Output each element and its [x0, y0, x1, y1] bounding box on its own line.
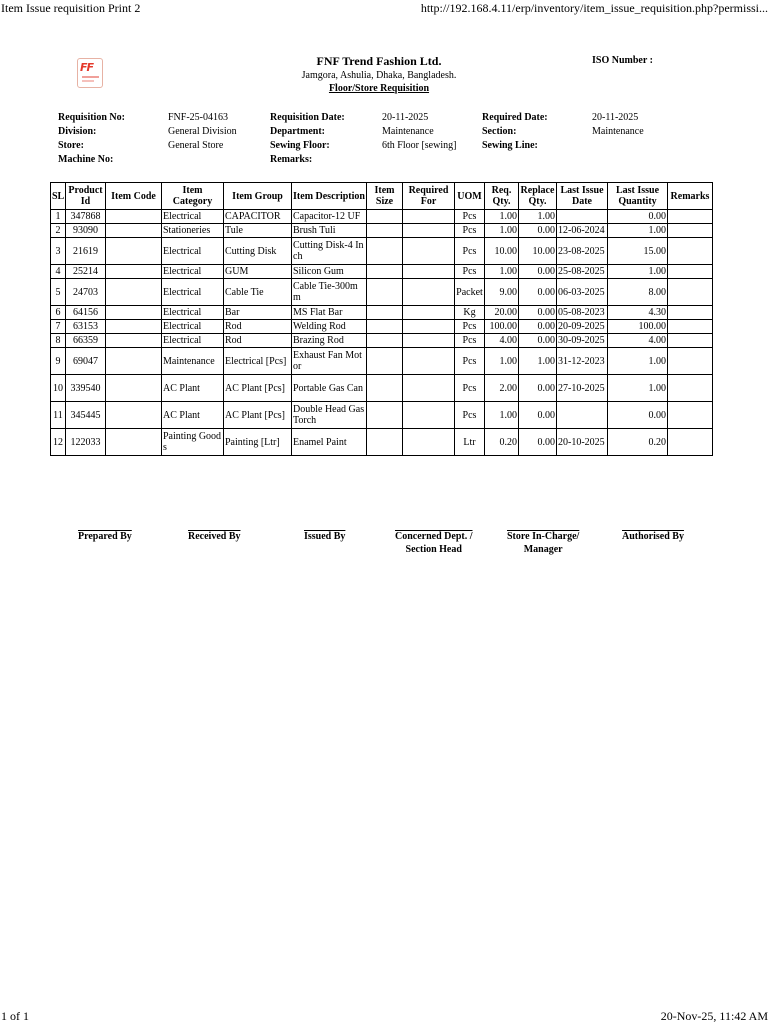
cell-remarks: [668, 402, 713, 429]
col-header: Required For: [403, 183, 455, 210]
cell-size: [367, 210, 403, 224]
sewing-line-label: Sewing Line:: [482, 140, 538, 151]
cell-req-qty: 1.00: [485, 210, 519, 224]
table-body: [51, 210, 713, 456]
cell-uom: Pcs: [455, 210, 485, 224]
table-row: [51, 210, 713, 224]
remarks-label: Remarks:: [270, 154, 313, 165]
cell-last-issue-date: 27-10-2025: [557, 375, 608, 402]
cell-size: [367, 348, 403, 375]
cell-sl: 8: [51, 334, 66, 348]
cell-group: AC Plant [Pcs]: [224, 402, 292, 429]
cell-remarks: [668, 265, 713, 279]
cell-product-id: 339540: [66, 375, 106, 402]
meta-row: [58, 140, 758, 154]
cell-sl: 10: [51, 375, 66, 402]
cell-description: Double Head Gas Torch: [292, 402, 367, 429]
cell-item-code: [106, 334, 162, 348]
store-in-charge-signature: Store In-Charge/ Manager: [507, 531, 580, 555]
cell-remarks: [668, 210, 713, 224]
cell-last-issue-date: 20-09-2025: [557, 320, 608, 334]
cell-replace-qty: 1.00: [519, 348, 557, 375]
meta-row: [58, 126, 758, 140]
cell-item-code: [106, 375, 162, 402]
cell-category: Electrical: [162, 306, 224, 320]
cell-required-for: [403, 238, 455, 265]
cell-description: Enamel Paint: [292, 429, 367, 456]
cell-description: Silicon Gum: [292, 265, 367, 279]
cell-req-qty: 10.00: [485, 238, 519, 265]
cell-required-for: [403, 429, 455, 456]
cell-sl: 1: [51, 210, 66, 224]
cell-required-for: [403, 224, 455, 238]
cell-category: Electrical: [162, 320, 224, 334]
cell-product-id: 24703: [66, 279, 106, 306]
cell-replace-qty: 0.00: [519, 306, 557, 320]
cell-required-for: [403, 306, 455, 320]
cell-uom: Ltr: [455, 429, 485, 456]
cell-size: [367, 429, 403, 456]
cell-product-id: 93090: [66, 224, 106, 238]
cell-category: Electrical: [162, 279, 224, 306]
cell-description: Exhaust Fan Motor: [292, 348, 367, 375]
cell-replace-qty: 10.00: [519, 238, 557, 265]
cell-req-qty: 4.00: [485, 334, 519, 348]
cell-description: Brush Tuli: [292, 224, 367, 238]
requisition-date-label: Requisition Date:: [270, 112, 345, 123]
cell-remarks: [668, 238, 713, 265]
cell-product-id: 122033: [66, 429, 106, 456]
cell-item-code: [106, 306, 162, 320]
cell-size: [367, 306, 403, 320]
machine-no-label: Machine No:: [58, 154, 114, 165]
cell-last-issue-qty: 8.00: [608, 279, 668, 306]
cell-last-issue-date: 20-10-2025: [557, 429, 608, 456]
cell-item-code: [106, 265, 162, 279]
col-header: Replace Qty.: [519, 183, 557, 210]
table-row: [51, 238, 713, 265]
cell-sl: 6: [51, 306, 66, 320]
cell-replace-qty: 0.00: [519, 224, 557, 238]
cell-item-code: [106, 320, 162, 334]
logo-text: FF: [80, 61, 94, 74]
cell-description: Cable Tie-300mm: [292, 279, 367, 306]
cell-last-issue-qty: 0.00: [608, 402, 668, 429]
cell-remarks: [668, 375, 713, 402]
concerned-dept-signature: Concerned Dept. / Section Head: [395, 531, 473, 555]
cell-category: AC Plant: [162, 402, 224, 429]
cell-last-issue-date: [557, 402, 608, 429]
cell-required-for: [403, 320, 455, 334]
cell-remarks: [668, 306, 713, 320]
cell-category: Painting Goods: [162, 429, 224, 456]
cell-sl: 3: [51, 238, 66, 265]
cell-product-id: 347868: [66, 210, 106, 224]
store-value: General Store: [168, 140, 224, 151]
cell-last-issue-date: 05-08-2023: [557, 306, 608, 320]
cell-description: Brazing Rod: [292, 334, 367, 348]
cell-product-id: 63153: [66, 320, 106, 334]
cell-last-issue-qty: 1.00: [608, 224, 668, 238]
cell-last-issue-date: 31-12-2023: [557, 348, 608, 375]
cell-group: GUM: [224, 265, 292, 279]
print-url: http://192.168.4.11/erp/inventory/item_issue_requisition.php?permissi...: [420, 1, 768, 15]
company-address: Jamgora, Ashulia, Dhaka, Bangladesh.: [301, 70, 457, 81]
cell-description: Capacitor-12 UF: [292, 210, 367, 224]
cell-req-qty: 2.00: [485, 375, 519, 402]
received-by-signature: Received By: [188, 531, 241, 542]
col-header: UOM: [455, 183, 485, 210]
cell-replace-qty: 0.00: [519, 429, 557, 456]
cell-sl: 5: [51, 279, 66, 306]
department-value: Maintenance: [382, 126, 434, 137]
cell-last-issue-date: 12-06-2024: [557, 224, 608, 238]
cell-category: Maintenance: [162, 348, 224, 375]
cell-product-id: 25214: [66, 265, 106, 279]
cell-uom: Pcs: [455, 224, 485, 238]
table-row: [51, 320, 713, 334]
cell-size: [367, 238, 403, 265]
cell-replace-qty: 0.00: [519, 402, 557, 429]
cell-last-issue-qty: 0.00: [608, 210, 668, 224]
authorised-by-signature: Authorised By: [622, 531, 684, 542]
table-row: [51, 375, 713, 402]
cell-group: Electrical [Pcs]: [224, 348, 292, 375]
cell-uom: Pcs: [455, 334, 485, 348]
cell-product-id: 64156: [66, 306, 106, 320]
company-logo-icon: [77, 58, 103, 88]
cell-item-code: [106, 238, 162, 265]
cell-remarks: [668, 224, 713, 238]
division-label: Division:: [58, 126, 97, 137]
cell-last-issue-qty: 100.00: [608, 320, 668, 334]
cell-req-qty: 1.00: [485, 348, 519, 375]
department-label: Department:: [270, 126, 325, 137]
cell-remarks: [668, 320, 713, 334]
cell-group: Rod: [224, 334, 292, 348]
cell-last-issue-qty: 4.00: [608, 334, 668, 348]
division-value: General Division: [168, 126, 237, 137]
cell-item-code: [106, 279, 162, 306]
print-footer: [0, 1008, 768, 1024]
col-header: Product Id: [66, 183, 106, 210]
issued-by-signature: Issued By: [304, 531, 346, 542]
cell-group: Rod: [224, 320, 292, 334]
table-row: [51, 224, 713, 238]
cell-size: [367, 279, 403, 306]
print-header: [0, 0, 768, 16]
sewing-floor-label: Sewing Floor:: [270, 140, 330, 151]
cell-group: Bar: [224, 306, 292, 320]
cell-uom: Pcs: [455, 375, 485, 402]
cell-size: [367, 224, 403, 238]
cell-last-issue-date: 06-03-2025: [557, 279, 608, 306]
cell-required-for: [403, 348, 455, 375]
col-header: Last Issue Date: [557, 183, 608, 210]
page-count: 1 of 1: [1, 1009, 29, 1023]
table-row: [51, 279, 713, 306]
cell-size: [367, 265, 403, 279]
cell-remarks: [668, 279, 713, 306]
table-row: [51, 429, 713, 456]
table-row: [51, 334, 713, 348]
requisition-meta: [58, 112, 758, 168]
cell-uom: Packet: [455, 279, 485, 306]
cell-req-qty: 9.00: [485, 279, 519, 306]
section-label: Section:: [482, 126, 517, 137]
cell-sl: 11: [51, 402, 66, 429]
cell-size: [367, 375, 403, 402]
cell-size: [367, 334, 403, 348]
cell-product-id: 66359: [66, 334, 106, 348]
cell-replace-qty: 0.00: [519, 375, 557, 402]
cell-required-for: [403, 265, 455, 279]
table-row: [51, 402, 713, 429]
required-date-value: 20-11-2025: [592, 112, 639, 123]
cell-last-issue-date: 25-08-2025: [557, 265, 608, 279]
col-header: Item Size: [367, 183, 403, 210]
cell-sl: 4: [51, 265, 66, 279]
table-header-row: [51, 183, 713, 210]
company-block: [220, 54, 538, 95]
cell-req-qty: 1.00: [485, 265, 519, 279]
cell-remarks: [668, 334, 713, 348]
col-header: Item Description: [292, 183, 367, 210]
cell-description: Portable Gas Can: [292, 375, 367, 402]
cell-group: Cable Tie: [224, 279, 292, 306]
cell-sl: 2: [51, 224, 66, 238]
cell-remarks: [668, 348, 713, 375]
cell-uom: Pcs: [455, 348, 485, 375]
cell-category: Stationeries: [162, 224, 224, 238]
meta-row: [58, 154, 758, 168]
cell-product-id: 21619: [66, 238, 106, 265]
cell-last-issue-qty: 1.00: [608, 348, 668, 375]
cell-last-issue-qty: 15.00: [608, 238, 668, 265]
cell-required-for: [403, 375, 455, 402]
cell-item-code: [106, 224, 162, 238]
cell-item-code: [106, 402, 162, 429]
cell-required-for: [403, 334, 455, 348]
section-value: Maintenance: [592, 126, 644, 137]
col-header: Item Category: [162, 183, 224, 210]
cell-category: Electrical: [162, 265, 224, 279]
company-name: FNF Trend Fashion Ltd.: [316, 54, 442, 68]
cell-replace-qty: 0.00: [519, 320, 557, 334]
cell-sl: 9: [51, 348, 66, 375]
col-header: SL: [51, 183, 66, 210]
cell-sl: 7: [51, 320, 66, 334]
cell-last-issue-date: [557, 210, 608, 224]
cell-uom: Pcs: [455, 238, 485, 265]
store-label: Store:: [58, 140, 84, 151]
cell-item-code: [106, 348, 162, 375]
cell-required-for: [403, 402, 455, 429]
cell-req-qty: 1.00: [485, 402, 519, 429]
cell-description: Welding Rod: [292, 320, 367, 334]
col-header: Req. Qty.: [485, 183, 519, 210]
cell-req-qty: 1.00: [485, 224, 519, 238]
cell-req-qty: 100.00: [485, 320, 519, 334]
cell-group: Tule: [224, 224, 292, 238]
required-date-label: Required Date:: [482, 112, 548, 123]
cell-category: Electrical: [162, 334, 224, 348]
cell-replace-qty: 1.00: [519, 210, 557, 224]
cell-category: Electrical: [162, 210, 224, 224]
document-title: Floor/Store Requisition: [328, 83, 430, 94]
cell-category: Electrical: [162, 238, 224, 265]
cell-group: CAPACITOR: [224, 210, 292, 224]
table-row: [51, 265, 713, 279]
cell-uom: Pcs: [455, 265, 485, 279]
cell-item-code: [106, 210, 162, 224]
meta-row: [58, 112, 758, 126]
cell-description: Cutting Disk-4 Inch: [292, 238, 367, 265]
cell-description: MS Flat Bar: [292, 306, 367, 320]
cell-size: [367, 402, 403, 429]
cell-item-code: [106, 429, 162, 456]
prepared-by-signature: Prepared By: [78, 531, 132, 542]
sewing-floor-value: 6th Floor [sewing]: [382, 140, 457, 151]
col-header: Item Group: [224, 183, 292, 210]
cell-req-qty: 20.00: [485, 306, 519, 320]
cell-uom: Pcs: [455, 402, 485, 429]
cell-required-for: [403, 210, 455, 224]
cell-remarks: [668, 429, 713, 456]
cell-req-qty: 0.20: [485, 429, 519, 456]
requisition-no-value: FNF-25-04163: [168, 112, 229, 123]
print-datetime: 20-Nov-25, 11:42 AM: [660, 1009, 768, 1023]
cell-category: AC Plant: [162, 375, 224, 402]
print-title: Item Issue requisition Print 2: [1, 1, 141, 15]
cell-size: [367, 320, 403, 334]
cell-last-issue-qty: 1.00: [608, 375, 668, 402]
cell-group: Cutting Disk: [224, 238, 292, 265]
requisition-no-label: Requisition No:: [58, 112, 125, 123]
cell-required-for: [403, 279, 455, 306]
cell-last-issue-qty: 1.00: [608, 265, 668, 279]
cell-uom: Kg: [455, 306, 485, 320]
table-row: [51, 348, 713, 375]
cell-product-id: 69047: [66, 348, 106, 375]
cell-last-issue-qty: 4.30: [608, 306, 668, 320]
cell-last-issue-qty: 0.20: [608, 429, 668, 456]
cell-replace-qty: 0.00: [519, 265, 557, 279]
requisition-date-value: 20-11-2025: [382, 112, 429, 123]
col-header: Remarks: [668, 183, 713, 210]
col-header: Item Code: [106, 183, 162, 210]
cell-uom: Pcs: [455, 320, 485, 334]
cell-replace-qty: 0.00: [519, 279, 557, 306]
cell-last-issue-date: 30-09-2025: [557, 334, 608, 348]
col-header: Last Issue Quantity: [608, 183, 668, 210]
cell-sl: 12: [51, 429, 66, 456]
cell-group: Painting [Ltr]: [224, 429, 292, 456]
table-row: [51, 306, 713, 320]
cell-replace-qty: 0.00: [519, 334, 557, 348]
cell-last-issue-date: 23-08-2025: [557, 238, 608, 265]
cell-product-id: 345445: [66, 402, 106, 429]
items-table: [50, 182, 713, 456]
iso-number-label: ISO Number :: [592, 55, 653, 66]
cell-group: AC Plant [Pcs]: [224, 375, 292, 402]
